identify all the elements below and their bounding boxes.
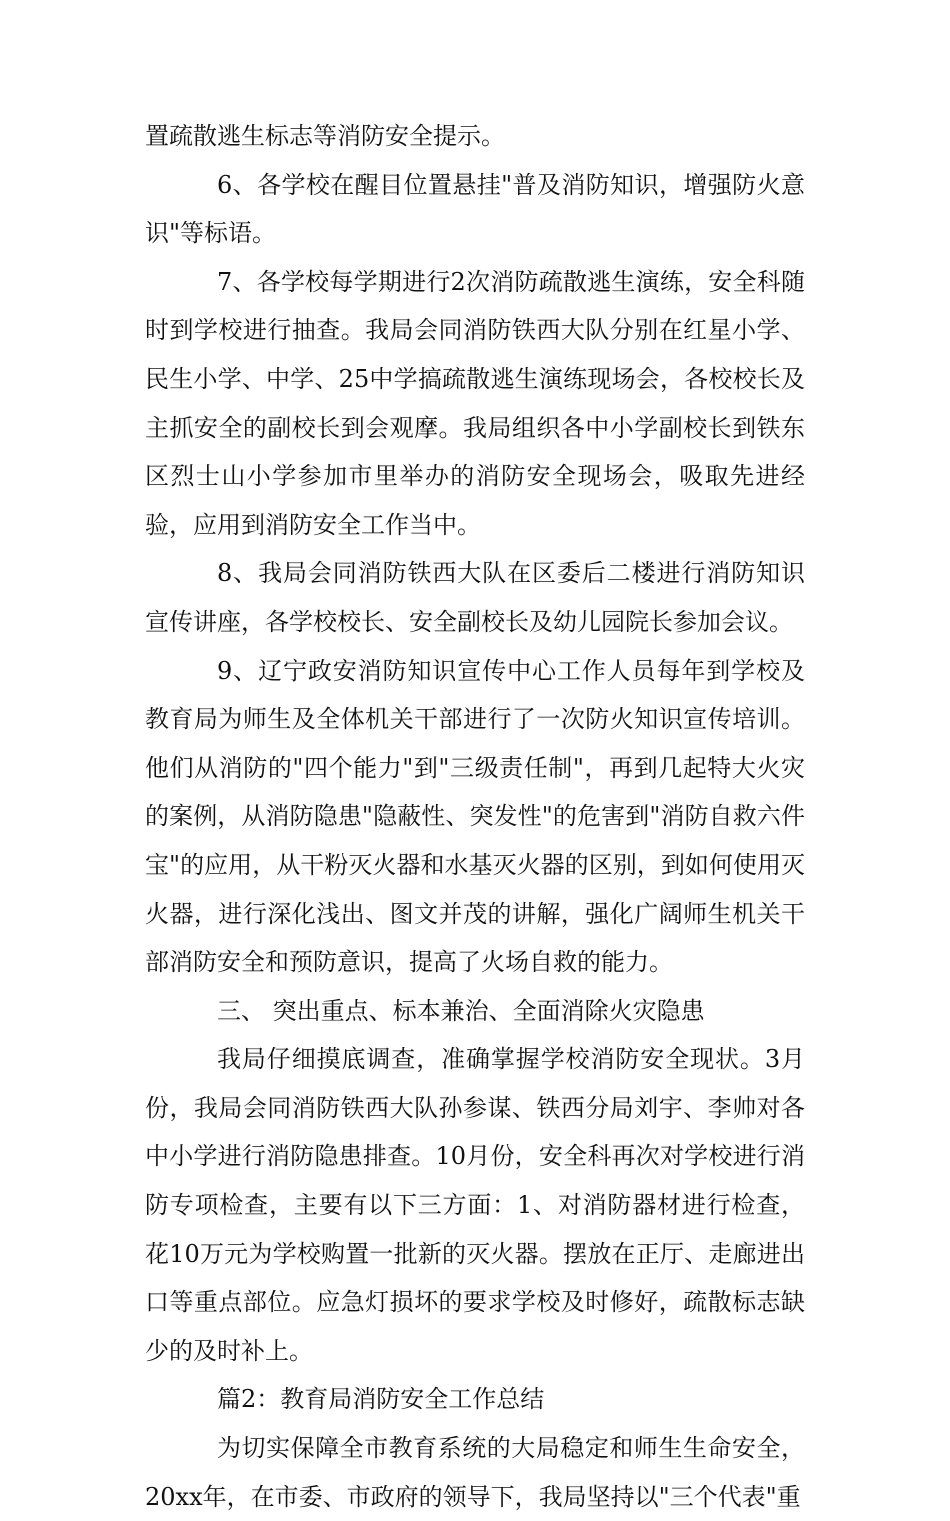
paragraph-7: 为切实保障全市教育系统的大局稳定和师生生命安全，20xx年，在市委、市政府的领导下，我局坚持以"三个代表"重 — [145, 1434, 805, 1511]
paragraph-3: 7、各学校每学期进行2次消防疏散逃生演练，安全科随时到学校进行抽查。我局会同消防铁西大队分别在红星小学、民生小学、中学、25中学搞疏散逃生演练现场会，各校校长及主抓安全的副校长到会观摩。我局组织各中小学副校长到铁东区烈士山小学参加市里举办的消防安全现场会，吸取先进经验，应用到消防安全工作当中。 — [145, 267, 805, 539]
paragraph-6: 我局仔细摸底调查，准确掌握学校消防安全现状。3月份，我局会同消防铁西大队孙参谋、铁西分局刘宇、李帅对各中小学进行消防隐患排查。10月份，安全科再次对学校进行消防专项检查，主要有以下三方面：1、对消防器材进行检查，花10万元为学校购置一批新的灭火器。摆放在正厅、走廊进出口等重点部位。应急灯损坏的要求学校及时修好，疏散标志缺少的及时补上。 — [145, 1045, 805, 1365]
section-heading-3: 三、 突出重点、标本兼治、全面消除火灾隐患 — [217, 996, 705, 1025]
paragraph-4: 8、我局会同消防铁西大队在区委后二楼进行消防知识宣传讲座，各学校校长、安全副校长及幼儿园院长参加会议。 — [145, 559, 805, 636]
article-title-2: 篇2：教育局消防安全工作总结 — [217, 1385, 545, 1414]
paragraph-5: 9、辽宁政安消防知识宣传中心工作人员每年到学校及教育局为师生及全体机关干部进行了一次防火知识宣传培训。他们从消防的"四个能力"到"三级责任制"，再到几起特大火灾的案例，从消防隐患"隐蔽性、突发性"的危害到"消防自救六件宝"的应用，从干粉灭火器和水基灭火器的区别，到如何使用灭火器，进行深化浅出、图文并茂的讲解，强化广阔师生机关干部消防安全和预防意识，提高了火场自救的能力。 — [145, 656, 805, 977]
document-body — [145, 112, 805, 1521]
paragraph-1: 置疏散逃生标志等消防安全提示。 — [145, 122, 505, 150]
paragraph-2: 6、各学校在醒目位置悬挂"普及消防知识，增强防火意识"等标语。 — [145, 170, 805, 248]
